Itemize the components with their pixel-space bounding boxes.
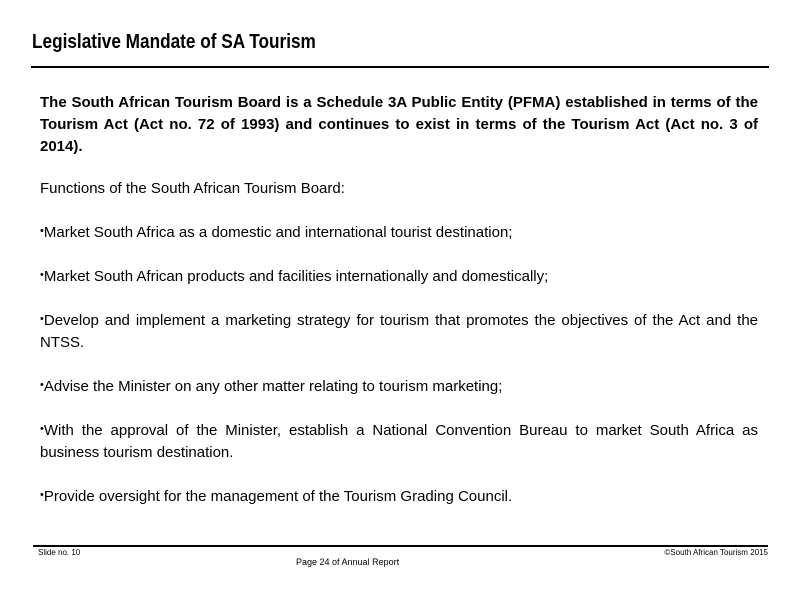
list-item [40,264,758,288]
functions-list [40,220,758,508]
list-item-text: Market South Africa as a domestic and international tourist destination; [43,224,513,241]
slide-body [40,92,758,528]
list-item-text: Advise the Minister on any other matter relating to tourism marketing; [43,378,503,395]
title-divider [31,66,769,68]
list-item-text: Develop and implement a marketing strategy for tourism that promotes the objectives of the Act and the NTSS. [40,312,758,351]
list-item-text: Provide oversight for the management of the Tourism Grading Council. [43,488,513,505]
bullet-icon: • [40,489,44,501]
intro-paragraph: The South African Tourism Board is a Schedule 3A Public Entity (PFMA) established in terms of the Tourism Act (Act no. 72 of 1993) and continues to exist in terms of the Tourism Act (Act no. 3 of 2014). [40,94,758,155]
list-item [40,220,758,244]
list-item [40,374,758,398]
list-item-text: With the approval of the Minister, establish a National Convention Bureau to market South Africa as business tourism destination. [40,422,758,461]
page-reference: Page 24 of Annual Report [296,557,400,567]
list-item [40,484,758,508]
functions-heading: Functions of the South African Tourism Board: [40,180,345,197]
bullet-icon: • [40,313,44,325]
page-title: Legislative Mandate of SA Tourism [32,31,316,53]
bullet-icon: • [40,423,44,435]
list-item [40,308,758,354]
bullet-icon: • [40,225,44,237]
copyright-notice: ©South African Tourism 2015 [664,548,768,557]
footer-divider [33,545,768,547]
bullet-icon: • [40,379,44,391]
list-item [40,418,758,464]
bullet-icon: • [40,269,44,281]
list-item-text: Market South African products and facilities internationally and domestically; [43,268,549,285]
slide-number: Slide no. 10 [38,548,81,557]
